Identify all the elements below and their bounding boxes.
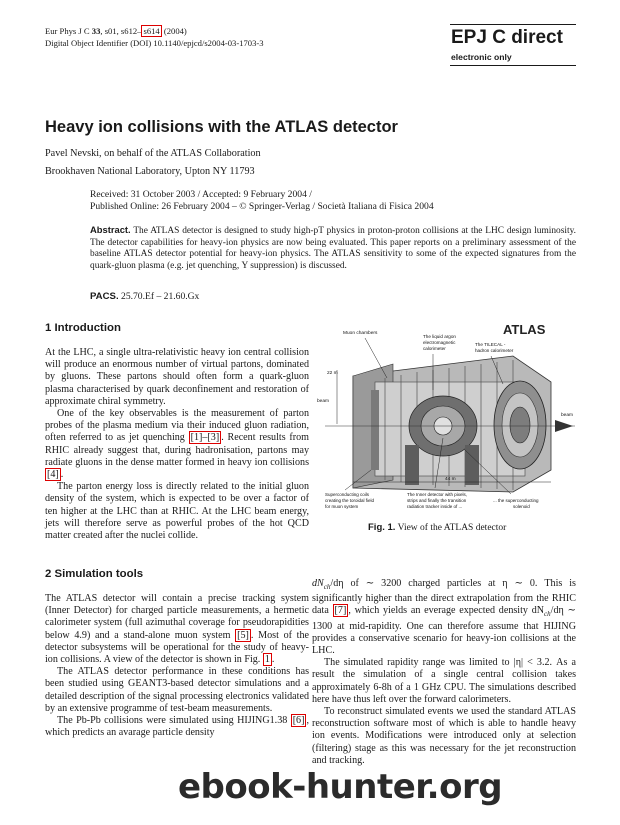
received-line: Received: 31 October 2003 / Accepted: 9 February 2004 / [90, 189, 312, 200]
label-tilecal-2: hadron calorimeter [475, 348, 514, 353]
journal-brand: EPJ C direct [451, 27, 563, 48]
label-coils-2: creating the toroidal field [325, 498, 375, 503]
label-22m: 22 m [327, 371, 338, 376]
detector-body [325, 356, 575, 492]
introduction-body [45, 347, 309, 542]
article-title: Heavy ion collisions with the ATLAS detector [45, 118, 398, 136]
label-liquid-argon-3: calorimeter [423, 346, 446, 351]
abstract-label: Abstract. [90, 224, 131, 235]
doi-line: Digital Object Identifier (DOI) 10.1140/epjcd/s2004-03-1703-3 [45, 38, 264, 48]
atlas-detector-figure [315, 320, 577, 518]
atlas-logo: ATLAS [503, 322, 546, 337]
pacs-text: 25.70.Ef – 21.60.Gx [121, 291, 200, 302]
authors: Pavel Nevski, on behalf of the ATLAS Collaboration [45, 148, 261, 159]
intro-paragraph-1: At the LHC, a single ultra-relativistic heavy ion central collision will produce an enormous number of virtual partons, dominated by gluons. These partons should often form a quark-gluon plasma characterised by quark deconfinement and restoration of approximate chiral symmetry. [45, 347, 309, 407]
published-line: Published Online: 26 February 2004 – © Springer-Verlag / Società Italiana di Fisica 2004 [90, 201, 434, 212]
label-tilecal-1: The TILECAL - [475, 342, 506, 347]
reference-link-1-3[interactable]: [1]–[3] [190, 432, 220, 444]
brand-top-rule [450, 24, 576, 25]
pacs-label: PACS. [90, 291, 119, 302]
brand-bottom-rule [450, 65, 576, 66]
right-paragraph-2: The simulated rapidity range was limited to |η| < 3.2. As a result the simulation of a single central collision takes approximately 6-8h of a 1 GHz CPU. The simulations described here have thus left over the forward calorimeters. [312, 657, 576, 705]
label-beam-right: beam [561, 413, 573, 418]
right-paragraph-1: $dN_{ch}/d\eta$ of ∼ 3200 charged particles at η ∼ 0. This is significantly higher than the direct extrapolation from the RHIC data [7] , which yields an everage expected density $dN_{ch}/d\eta$ ∼ 1300 at mid-rapidity. One can therefore assume that HIJING provides a conservative scenario for heavy-ion collisions at the LHC. [312, 578, 576, 657]
abstract-text: The ATLAS detector is designed to study high-pT physics in proton-proton collisions at the LHC design luminosity. The detector capabilities for heavy-ion physics are now being evaluated. This paper reports on a preliminary assessment of the baseline ATLAS detector potential for heavy-ion physics. The ATLAS sensitivity to some of the expected signatures from the quark-gluon plasma (e.g. jet quenching, Υ suppression) is discussed. [90, 226, 576, 271]
pacs [90, 290, 199, 303]
label-liquid-argon-1: The liquid argon [423, 334, 456, 339]
figure-link-1[interactable]: 1 [264, 654, 270, 666]
reference-link-6[interactable]: [6] [292, 715, 305, 727]
right-paragraph-3: To reconstruct simulated events we used the standard ATLAS reconstruction software most of which is able to handle heavy ion events. Modifications were introduced only at selection (filtering) stage as this was necessary for the jet reconstruction and tracking. [312, 706, 576, 766]
label-muon-chambers: Muon chambers [343, 331, 378, 336]
reference-link-7[interactable]: [7] [334, 605, 347, 617]
journal-citation: Eur Phys J C 33, s01, s612– s614 (2004) [45, 26, 187, 36]
sim-paragraph-3: The Pb-Pb collisions were simulated using HIJING1.38 [6] , which predicts an avarage particle density [45, 715, 309, 739]
sim-paragraph-1: The ATLAS detector will contain a precise tracking system (Inner Detector) for charged particle measurements, a hermetic calorimeter system (full azimuthal coverage for pseudorapidities below 4.9) and a stand-alone muon system [5] . Most of the detector subsystems will be operational for the study of heavy-ion collisions. A view of the detector is shown in Fig. 1 . [45, 593, 310, 666]
label-inner-3: radiation tracker inside of ... [407, 504, 463, 509]
figure-caption-label: Fig. 1. [368, 522, 396, 533]
figure-caption [368, 522, 506, 533]
watermark-text: ebook-hunter.org [178, 767, 503, 807]
figure-caption-text: View of the ATLAS detector [395, 523, 507, 533]
label-44m: 44 m [445, 477, 456, 482]
journal-brand-sub: electronic only [451, 52, 512, 62]
affiliation: Brookhaven National Laboratory, Upton NY 11793 [45, 166, 255, 177]
label-coils-1: Superconducting coils [325, 492, 370, 497]
page-range-link[interactable]: s614 [143, 26, 160, 36]
label-inner-1: The Inner detector with pixels, [407, 492, 468, 497]
reference-link-4[interactable]: [4] [47, 469, 59, 481]
intro-paragraph-2: One of the key observables is the measurement of parton probes of the plasma medium via their induced gluon radiation, often referred to as jet quenching [1]–[3] . Recent results from RHIC already suggest that, during hadronisation, partons may radiate gluons in the dense matter formed in heavy ion collisions [4] . [45, 408, 309, 481]
intro-paragraph-3: The parton energy loss is directly related to the initial gluon density of the system, which is expected to be over a factor of ten higher at the LHC than at RHIC. At the LHC beam energy, jets will therefore serve as powerful probes of the hot QCD matter created after the nuclei collide. [45, 481, 309, 542]
label-solenoid-1: ... the superconducting [493, 498, 539, 503]
label-inner-2: strips and finally the transition [407, 498, 467, 503]
label-coils-3: for muon system [325, 504, 359, 509]
label-beam-left: beam [317, 399, 329, 404]
atlas-detector-illustration [315, 320, 577, 518]
simulation-body-right-column [312, 578, 576, 767]
reference-link-5[interactable]: [5] [237, 629, 249, 641]
abstract [90, 224, 576, 272]
label-liquid-argon-2: electromagnetic [423, 340, 456, 345]
simulation-body [45, 593, 309, 739]
label-solenoid-2: solenoid [513, 504, 530, 509]
section-simulation-heading: 2 Simulation tools [45, 568, 144, 580]
sim-paragraph-2: The ATLAS detector performance in these conditions has been studied using GEANT3-based detector simulations and a detailed description of the signal processing electronics validated by an extensive programme of test-beam measurements. [45, 666, 309, 714]
section-introduction-heading: 1 Introduction [45, 322, 121, 334]
